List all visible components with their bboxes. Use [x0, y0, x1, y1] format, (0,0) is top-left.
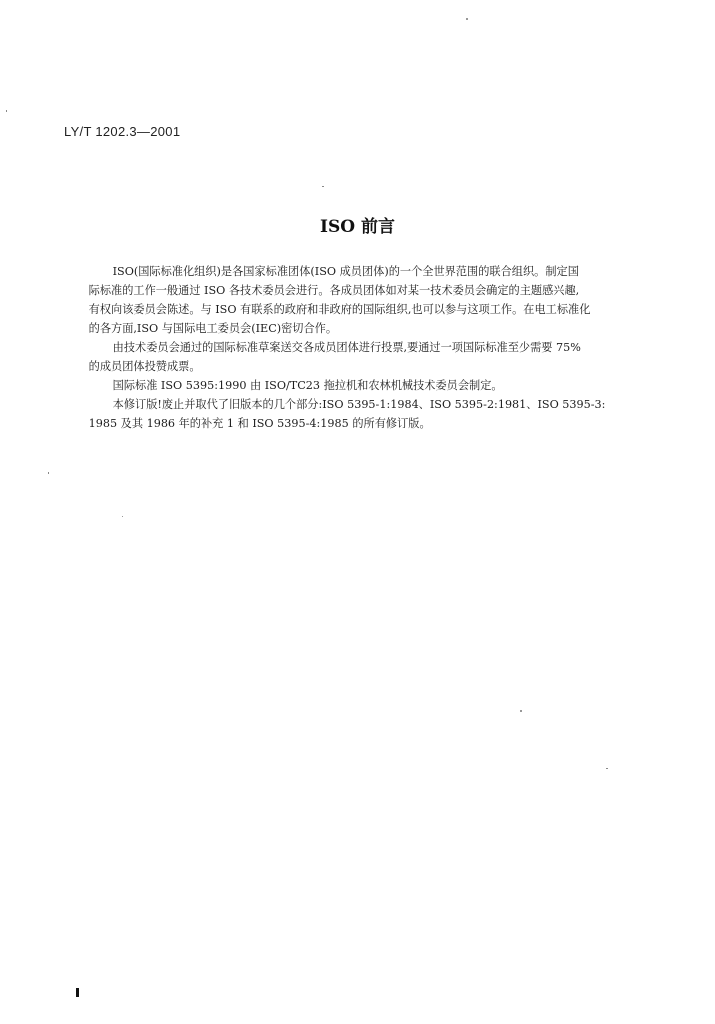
- paragraph-voting: [64, 338, 656, 376]
- scan-speck: [6, 110, 7, 112]
- document-code: LY/T 1202.3—2001: [64, 124, 181, 139]
- scan-speck: [466, 18, 468, 20]
- scan-speck: [322, 186, 324, 187]
- scan-speck: [520, 710, 522, 712]
- text-line: 本修订版!废止并取代了旧版本的几个部分:ISO 5395-1:1984、ISO 5395-2:1981、ISO 5395-3:: [112, 398, 606, 411]
- text-line: 国际标准 ISO 5395:1990 由 ISO/TC23 拖拉机和农林机械技术委员会制定。: [112, 379, 503, 392]
- text-line: 1985 及其 1986 年的补充 1 和 ISO 5395-4:1985 的所有修订版。: [88, 417, 431, 430]
- page-mark: [76, 988, 79, 997]
- foreword-body: [64, 262, 656, 433]
- text-line: 际标准的工作一般通过 ISO 各技术委员会进行。各成员团体如对某一技术委员会确定的主题感兴趣,: [88, 284, 580, 297]
- text-line: 的成员团体投赞成票。: [88, 360, 201, 373]
- text-line: ISO(国际标准化组织)是各国家标准团体(ISO 成员团体)的一个全世界范围的联合组织。制定国: [112, 265, 579, 278]
- text-line: 有权向该委员会陈述。与 ISO 有联系的政府和非政府的国际组织,也可以参与这项工作。在电工标准化: [88, 303, 591, 316]
- text-line: 的各方面,ISO 与国际电工委员会(IEC)密切合作。: [88, 322, 338, 335]
- text-line: 由技术委员会通过的国际标准草案送交各成员团体进行投票,要通过一项国际标准至少需要 75%: [112, 341, 581, 354]
- paragraph-iso-intro: [64, 262, 656, 338]
- scan-speck: [48, 472, 49, 474]
- scan-speck: [606, 768, 608, 769]
- paragraph-revision: [64, 395, 656, 433]
- scan-speck: [122, 516, 123, 517]
- paragraph-standard-origin: [64, 376, 656, 395]
- page-title: ISO 前言: [320, 217, 395, 237]
